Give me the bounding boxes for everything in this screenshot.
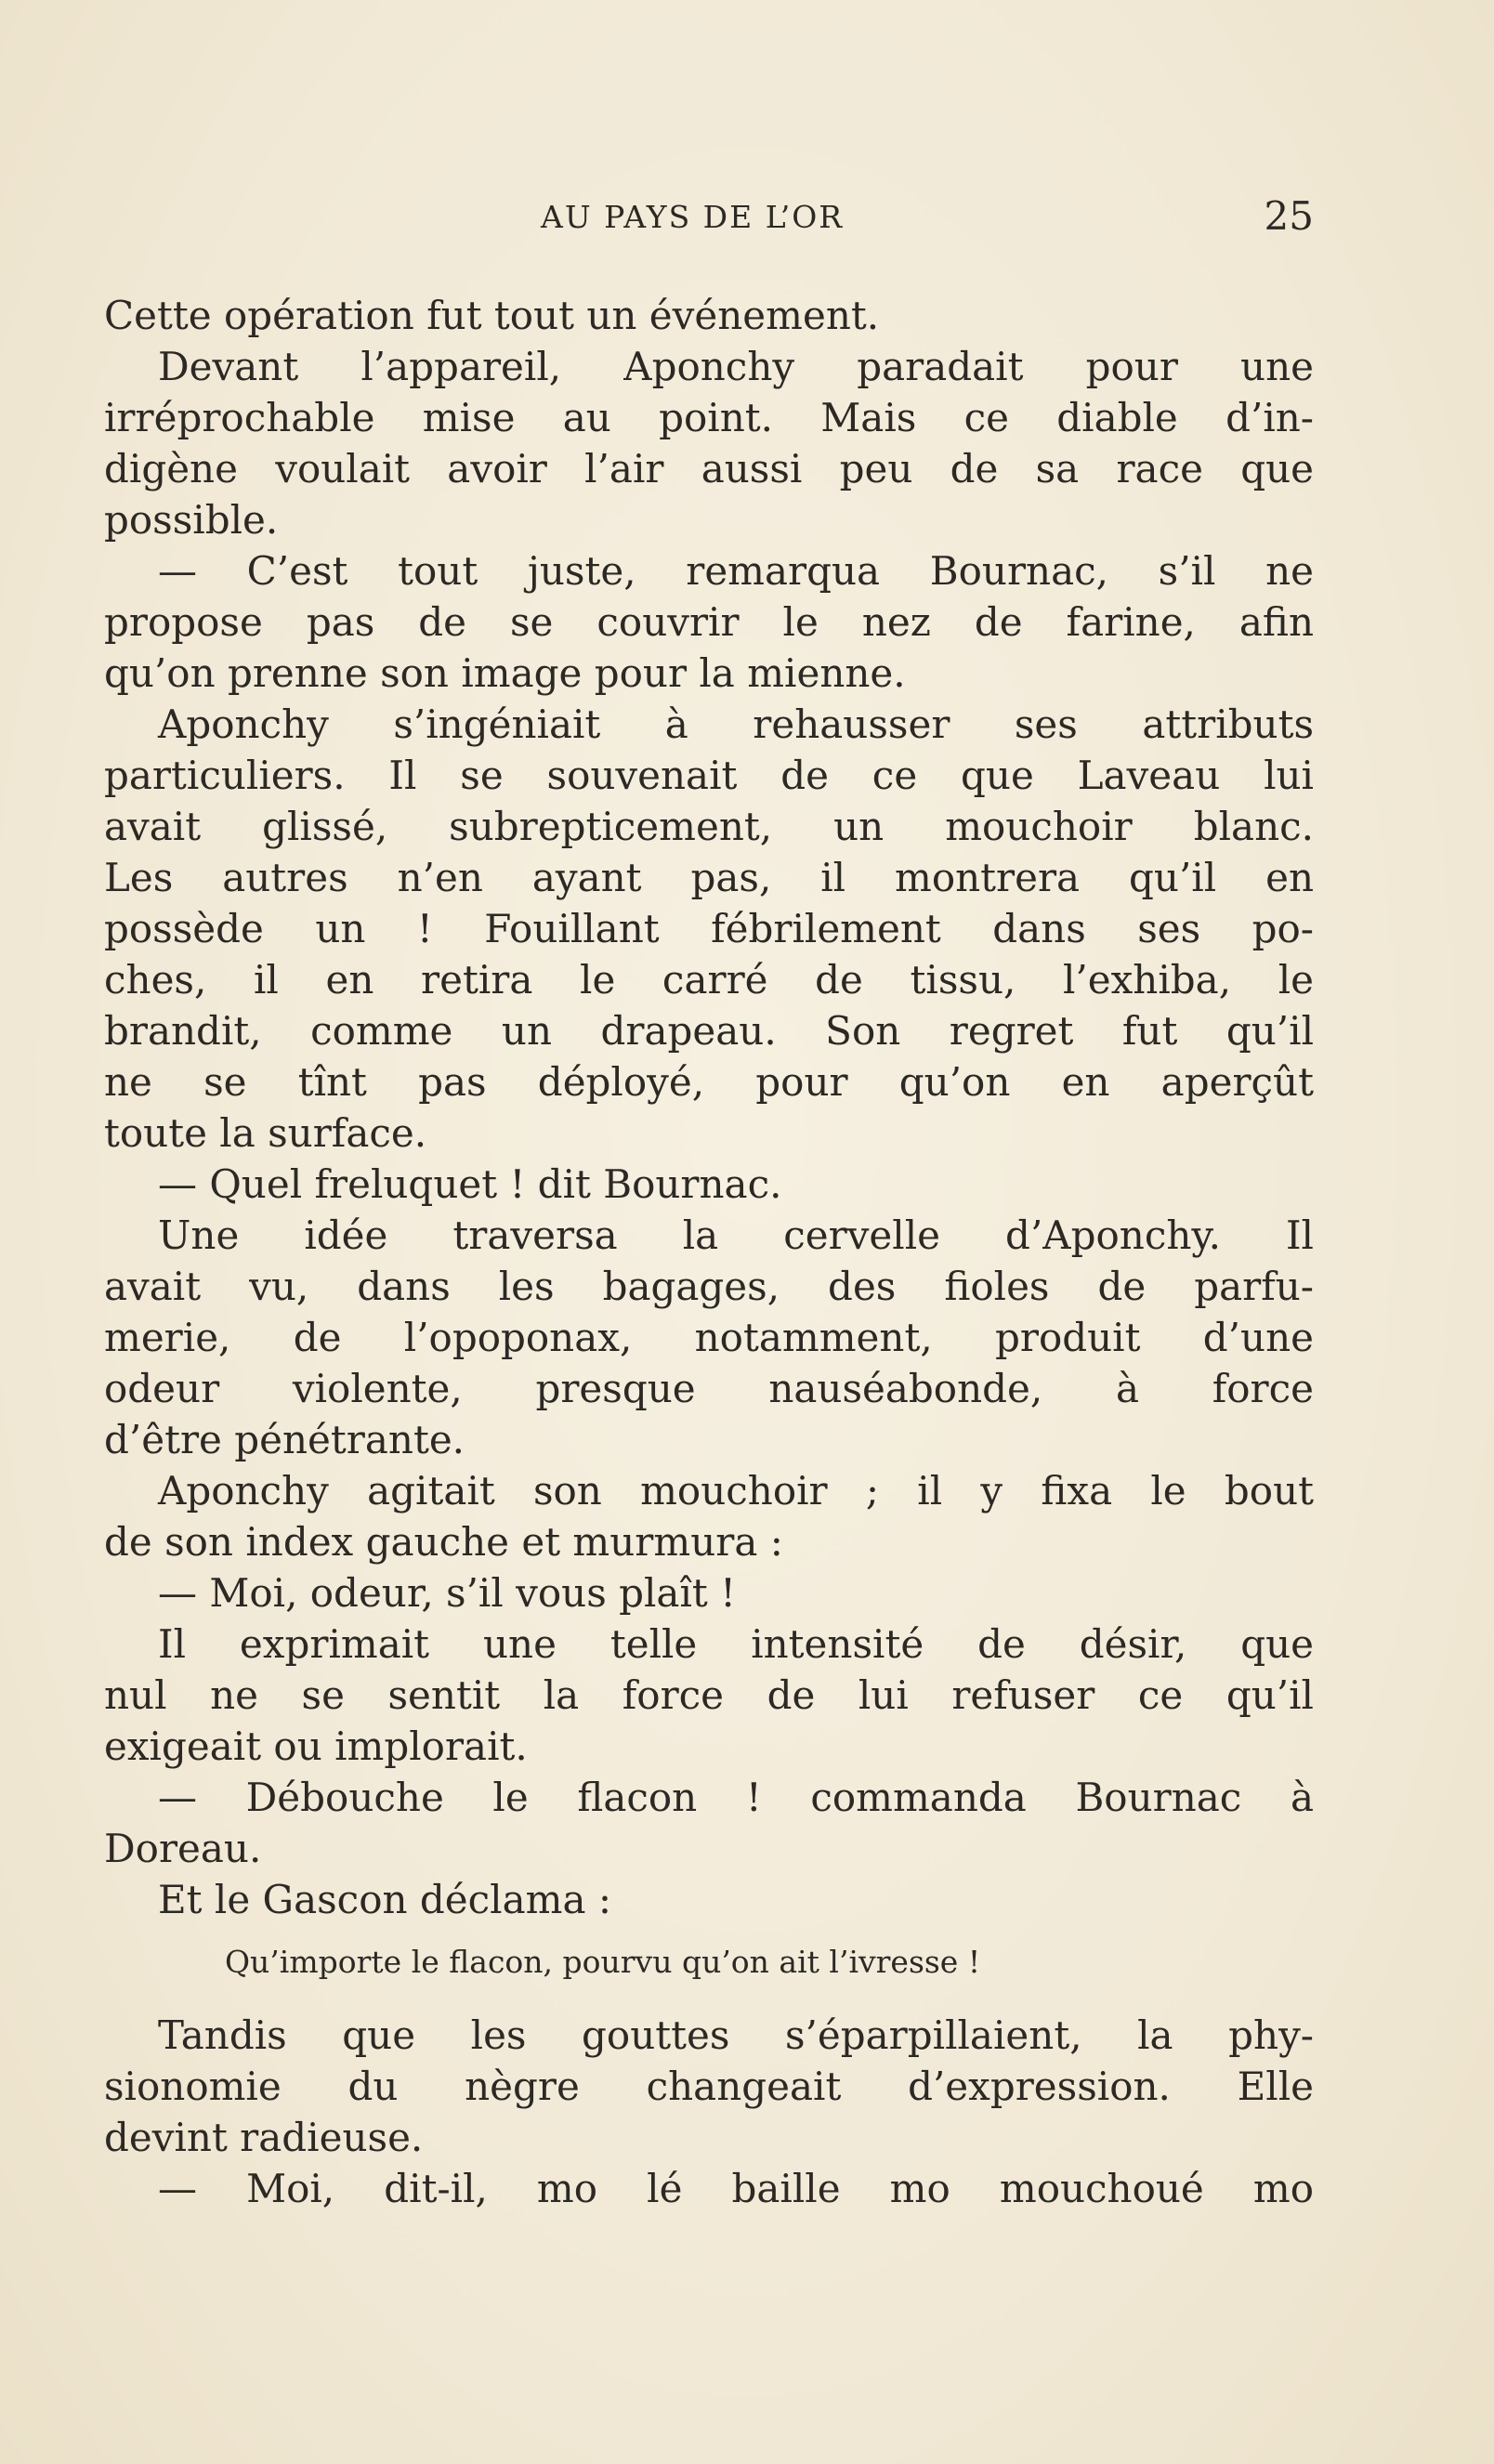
verse-quotation: Qu’importe le flacon, pourvu qu’on ait l’ivresse ! [225, 1944, 981, 1980]
text-line: Une idée traversa la cervelle d’Aponchy. Il [158, 1212, 1314, 1258]
text-line: d’être pénétrante. [104, 1417, 465, 1462]
text-line: brandit, comme un drapeau. Son regret fut qu’il [104, 1008, 1314, 1054]
text-line: nul ne se sentit la force de lui refuser ce qu’il [104, 1672, 1314, 1718]
text-line: possible. [104, 497, 279, 543]
text-line: Cette opération fut tout un événement. [104, 293, 880, 338]
text-line: particuliers. Il se souvenait de ce que Laveau lui [104, 753, 1314, 798]
text-line: merie, de l’opoponax, notamment, produit d’une [104, 1315, 1314, 1360]
text-line: — Débouche le flacon ! commanda Bournac à [158, 1775, 1314, 1820]
text-line: digène voulait avoir l’air aussi peu de sa race que [104, 446, 1314, 491]
text-line: exigeait ou implorait. [104, 1723, 528, 1769]
running-head [104, 193, 1314, 245]
text-line: odeur violente, presque nauséabonde, à force [104, 1366, 1314, 1411]
text-line: Il exprimait une telle intensité de désir, que [158, 1621, 1314, 1667]
text-line: toute la surface. [104, 1110, 427, 1156]
page-number: 25 [1264, 193, 1314, 239]
text-line: de son index gauche et murmura : [104, 1519, 783, 1565]
text-line: Devant l’appareil, Aponchy paradait pour une [158, 344, 1314, 389]
text-line: qu’on prenne son image pour la mienne. [104, 650, 906, 696]
text-line: avait glissé, subrepticement, un mouchoir blanc. [104, 804, 1314, 849]
text-line: — Quel freluquet ! dit Bournac. [158, 1161, 782, 1207]
text-line: ches, il en retira le carré de tissu, l’exhiba, le [104, 957, 1314, 1003]
body-text [104, 290, 1314, 2214]
text-line: propose pas de se couvrir le nez de farine, afin [104, 599, 1314, 645]
text-line: Les autres n’en ayant pas, il montrera qu’il en [104, 855, 1314, 900]
text-line: Tandis que les gouttes s’éparpillaient, la phy- [158, 2012, 1314, 2058]
text-line: Doreau. [104, 1826, 262, 1871]
text-line: devint radieuse. [104, 2115, 424, 2160]
text-line: Et le Gascon déclama : [158, 1877, 611, 1922]
text-line: — C’est tout juste, remarqua Bournac, s’il ne [158, 548, 1314, 594]
text-line: possède un ! Fouillant fébrilement dans ses po- [104, 906, 1314, 951]
text-line: avait vu, dans les bagages, des fioles de parfu- [104, 1264, 1314, 1309]
text-line: — Moi, odeur, s’il vous plaît ! [158, 1570, 737, 1616]
text-line: irréprochable mise au point. Mais ce diable d’in- [104, 395, 1314, 440]
text-line: Aponchy agitait son mouchoir ; il y fixa le bout [158, 1468, 1314, 1514]
text-line: — Moi, dit-il, mo lé baille mo mouchoué mo [158, 2166, 1314, 2211]
text-line: ne se tînt pas déployé, pour qu’on en aperçût [104, 1059, 1314, 1105]
text-line: Aponchy s’ingéniait à rehausser ses attributs [158, 701, 1314, 747]
running-title: AU PAYS DE L’OR [541, 199, 845, 235]
text-line: sionomie du nègre changeait d’expression. Elle [104, 2064, 1314, 2109]
